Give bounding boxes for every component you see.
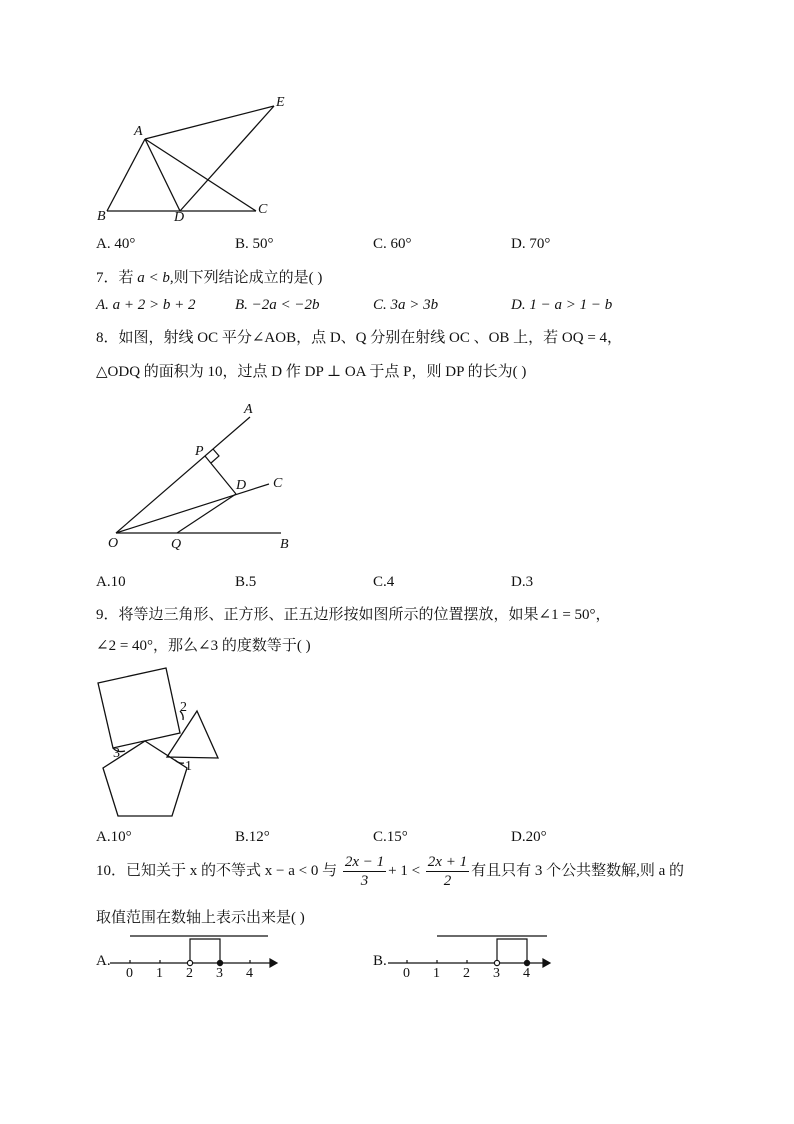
ray-OA [116, 417, 250, 533]
q8-label-P: P [195, 444, 204, 459]
q9-option-a[interactable]: A.10° [96, 829, 132, 845]
q10-fraction-1 [343, 853, 386, 890]
q10a-tick-4: 4 [246, 966, 253, 981]
q9-label-3: 3 [113, 746, 120, 761]
q10b-tick-0: 0 [403, 966, 410, 981]
q8-label-C: C [273, 476, 283, 491]
q8-label-D: D [236, 478, 247, 493]
q10-option-a-label[interactable]: A. [96, 953, 111, 969]
q9-number: 9． [96, 607, 119, 623]
q10-frac1-den: 3 [360, 873, 369, 889]
q8-label-O: O [108, 536, 119, 551]
q10a-tick-3: 3 [216, 966, 223, 981]
square-shape [98, 668, 180, 748]
q10b-tick-4: 4 [523, 966, 530, 981]
q10-number: 10． [96, 862, 127, 879]
q6-label-E: E [276, 95, 285, 110]
q10a-open-point [187, 960, 192, 965]
q10a-tick-2: 2 [186, 966, 193, 981]
q9-option-c[interactable]: C.15° [373, 829, 408, 845]
segment-DE [180, 106, 274, 211]
q10a-interval [190, 939, 220, 963]
q7-stem-post: ,则下列结论成立的是( ) [169, 270, 323, 286]
q9-label-1: 1 [185, 759, 192, 774]
q8-option-d[interactable]: D.3 [511, 574, 534, 590]
q8-label-B: B [280, 537, 289, 552]
q8-option-c[interactable]: C.4 [373, 574, 395, 590]
segment-AC [145, 139, 256, 211]
segment-AB [107, 139, 145, 211]
q7-option-a[interactable]: A. a + 2 > b + 2 [96, 297, 196, 313]
triangle-shape [167, 711, 218, 758]
q7-option-d[interactable]: D. 1 − a > 1 − b [511, 297, 613, 313]
q10-mid: + 1 < [388, 862, 421, 879]
q9-option-d[interactable]: D.20° [511, 829, 547, 845]
q7-stem [96, 266, 322, 287]
q7-stem-math: a < b [137, 270, 170, 286]
q10b-tick-3: 3 [493, 966, 500, 981]
q8-option-a[interactable]: A.10 [96, 574, 126, 590]
q6-label-C: C [258, 202, 268, 217]
q7-option-c[interactable]: C. 3a > 3b [373, 297, 439, 313]
q10-fraction-2 [426, 853, 469, 890]
q10a-closed-point [217, 960, 222, 965]
segment-QD [177, 494, 236, 533]
q8-stem-line1 [96, 326, 622, 347]
q10b-tick-1: 1 [433, 966, 440, 981]
q10-stem-line1 [96, 853, 684, 890]
q10b-interval [497, 939, 527, 963]
q8-line1: 如图，射线 OC 平分∠AOB，点 D、Q 分别在射线 OC 、OB 上，若 OQ = 4， [118, 330, 623, 346]
q6-option-c[interactable]: C. 60° [373, 236, 412, 252]
q8-stem-line2: △ODQ 的面积为 10，过点 D 作 DP ⊥ OA 于点 P，则 DP 的长为( ) [96, 364, 527, 380]
q9-stem-line1 [96, 603, 611, 624]
q10a-tick-0: 0 [126, 966, 133, 981]
segment-PD [205, 456, 236, 494]
q10b-closed-point [524, 960, 529, 965]
q6-label-D: D [174, 210, 185, 225]
q6-option-a[interactable]: A. 40° [96, 236, 136, 252]
angle-mark-1 [175, 760, 184, 763]
q10-frac1-num: 2x − 1 [344, 854, 385, 870]
q6-label-B: B [97, 209, 106, 224]
segment-AE [145, 106, 274, 139]
q8-option-b[interactable]: B.5 [235, 574, 257, 590]
q10b-tick-2: 2 [463, 966, 470, 981]
q10b-open-point [494, 960, 499, 965]
q10-frac2-den: 2 [443, 873, 452, 889]
q8-number: 8． [96, 330, 119, 346]
q9-stem-line2: ∠2 = 40°，那么∠3 的度数等于( ) [96, 638, 311, 654]
q6-option-d[interactable]: D. 70° [511, 236, 551, 252]
right-angle-mark [211, 449, 219, 463]
q10-post: 有且只有 3 个公共整数解,则 a 的 [471, 862, 684, 879]
q8-label-Q: Q [171, 537, 182, 552]
q10-option-b-label[interactable]: B. [373, 953, 387, 969]
q6-option-b[interactable]: B. 50° [235, 236, 274, 252]
q7-number: 7． [96, 270, 119, 286]
q7-stem-pre: 若 [118, 270, 134, 286]
q9-option-b[interactable]: B.12° [235, 829, 270, 845]
q10a-tick-1: 1 [156, 966, 163, 981]
q10-pre: 已知关于 x 的不等式 x − a < 0 与 [126, 862, 338, 879]
q9-line1: 将等边三角形、正方形、正五边形按如图所示的位置摆放，如果∠1 = 50°， [118, 607, 611, 623]
q10-stem-line2: 取值范围在数轴上表示出来是( ) [96, 910, 305, 926]
q10-frac2-num: 2x + 1 [427, 854, 468, 870]
q9-label-2: 2 [180, 700, 187, 715]
q6-label-A: A [134, 124, 143, 139]
q8-label-A: A [244, 402, 253, 417]
segment-AD [145, 139, 180, 211]
q7-option-b[interactable]: B. −2a < −2b [235, 297, 320, 313]
